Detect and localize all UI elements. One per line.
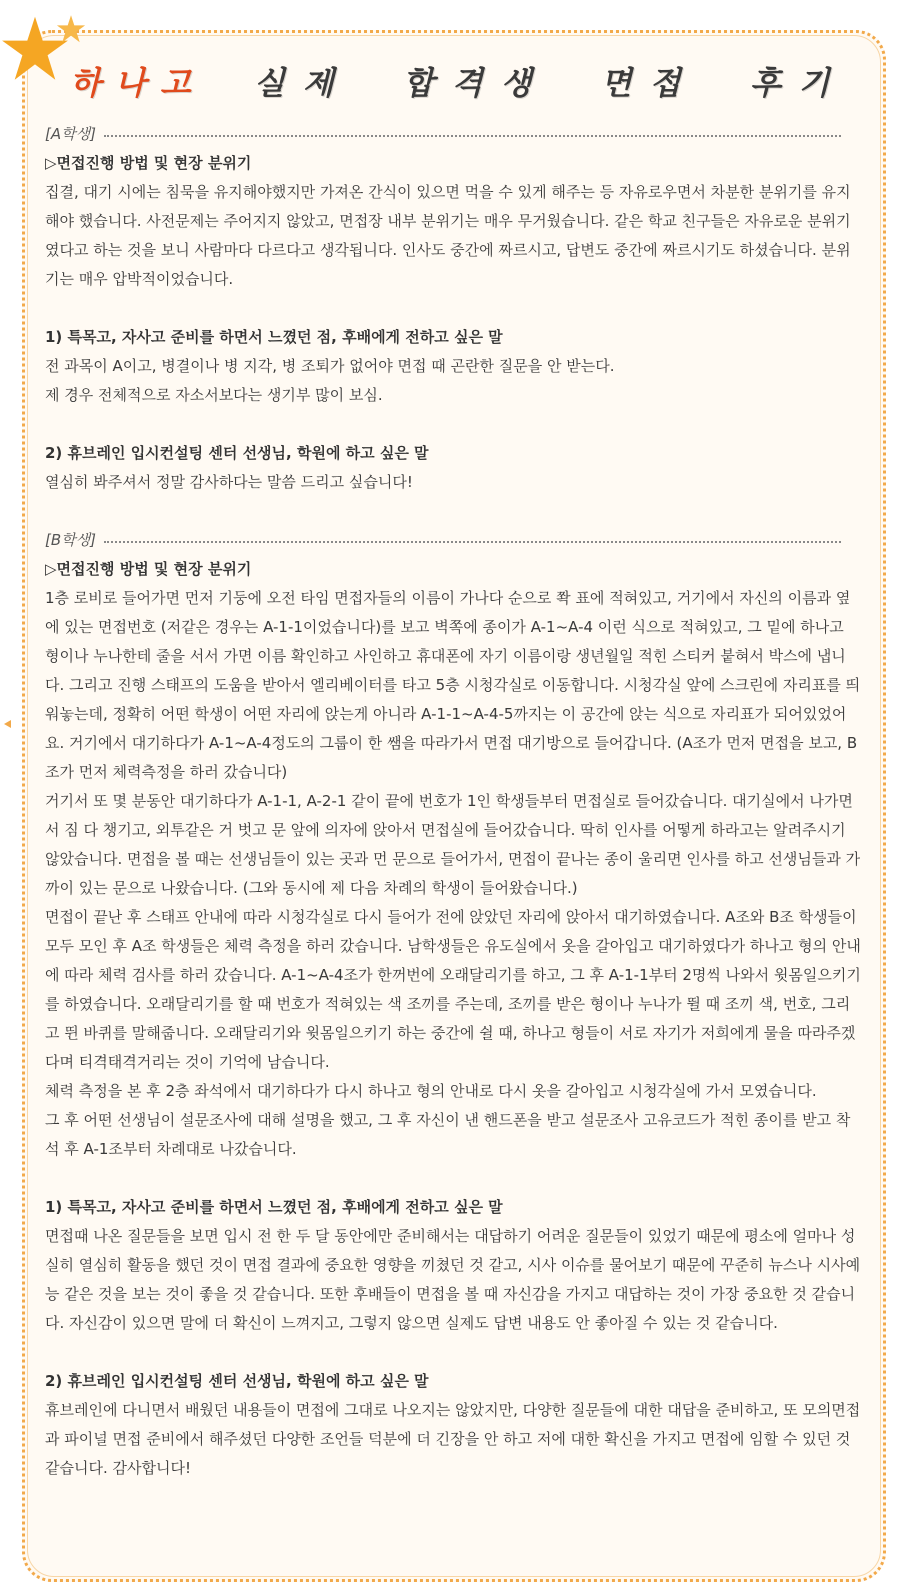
section-heading: 2) 휴브레인 입시컨설팅 센터 선생님, 학원에 하고 싶은 말 (45, 444, 429, 462)
section-heading: ▷면접진행 방법 및 현장 분위기 (45, 154, 252, 172)
dotted-divider (104, 135, 841, 137)
review-content (45, 120, 861, 1483)
page-title (70, 58, 848, 104)
small-star-icon (56, 14, 86, 44)
paragraph: 열심히 봐주셔서 정말 감사하다는 말씀 드리고 싶습니다! (45, 473, 413, 491)
paragraph: 1층 로비로 들어가면 먼저 기둥에 오전 타임 면접자들의 이름이 가나다 순으로 쫙 표에 적혀있고, 거기에서 자신의 이름과 옆에 있는 면접번호 (저같은 경우는 A-1-1이었습니다)를 보고 벽쪽에 종이가 A-1~A-4 이런 식으로 적혀있고, 그 밑에 하나고 형이나 누나한테 줄을 서서 가면 이름 확인하고 사인하고 휴대폰에 자기 이름이랑 생년월일 적힌 스티커 붙혀서 박스에 냅니다. 그리고 진행 스태프의 도움을 받아서 엘리베이터를 타고 5층 시청각실로 이동합니다. 시청각실 앞에 스크린에 자리표를 띄워놓는데, 정확히 어떤 학생이 어떤 자리에 앉는게 아니라 A-1-1~A-4-5까지는 이 공간에 앉는 식으로 자리표가 되어있었어요. 거기에서 대기하다가 A-1~A-4정도의 그룹이 한 쌤을 따라가서 면접 대기방으로 들어갑니다. (A조가 먼저 면접을 보고, B조가 먼저 체력측정을 하러 갔습니다) (45, 589, 861, 781)
student-tag-label: [B학생] (45, 531, 96, 549)
paragraph: 제 경우 전체적으로 자소서보다는 생기부 많이 보심. (45, 386, 383, 404)
paragraph: 면접이 끝난 후 스태프 안내에 따라 시청각실로 다시 들어가 전에 앉았던 자리에 앉아서 대기하였습니다. A조와 B조 학생들이 모두 모인 후 A조 학생들은 체력 측정을 하러 갔습니다. 남학생들은 유도실에서 옷을 갈아입고 대기하였다가 하나고 형의 안내에 따라 체력 검사를 하러 갔습니다. A-1~A-4조가 한꺼번에 오래달리기를 하고, 그 후 A-1-1부터 2명씩 나와서 윗몸일으키기를 하였습니다. 오래달리기를 할 때 번호가 적혀있는 색 조끼를 주는데, 조끼를 받은 형이나 누나가 뛸 때 조끼 색, 번호, 그리고 뛴 바퀴를 말해줍니다. 오래달리기와 윗몸일으키기 하는 중간에 쉴 때, 하나고 형들이 서로 자기가 저희에게 물을 따라주겠다며 티격태격거리는 것이 기억에 남습니다. (45, 908, 861, 1071)
student-b-tag (45, 526, 861, 555)
side-arrow-mark (4, 720, 11, 728)
paragraph: 전 과목이 A이고, 병결이나 병 지각, 병 조퇴가 없어야 면접 때 곤란한 질문을 안 받는다. (45, 357, 615, 375)
paragraph: 집결, 대기 시에는 침묵을 유지해야했지만 가져온 간식이 있으면 먹을 수 있게 해주는 등 자유로우면서 차분한 분위기를 유지해야 했습니다. 사전문제는 주어지지 않았고, 면접장 내부 분위기는 매우 무거웠습니다. 같은 학교 친구들은 자유로운 분위기였다고 하는 것을 보니 사람마다 다르다고 생각됩니다. 인사도 중간에 짜르시고, 답변도 중간에 짜르시기도 하셨습니다. 분위기는 매우 압박적이었습니다. (45, 183, 851, 288)
section-heading: 1) 특목고, 자사고 준비를 하면서 느꼈던 점, 후배에게 전하고 싶은 말 (45, 328, 503, 346)
paragraph: 휴브레인에 다니면서 배웠던 내용들이 면접에 그대로 나오지는 않았지만, 다양한 질문들에 대한 대답을 준비하고, 또 모의면접과 파이널 면접 준비에서 해주셨던 다양한 조언들 덕분에 더 긴장을 안 하고 저에 대한 확신을 가지고 면접에 임할 수 있던 것 같습니다. 감사합니다! (45, 1401, 861, 1477)
student-tag-label: [A학생] (45, 125, 96, 143)
title-rest: 실제 합격생 면접 후기 (253, 64, 848, 102)
title-brand: 하나고 (70, 64, 205, 102)
paragraph: 체력 측정을 본 후 2층 좌석에서 대기하다가 다시 하나고 형의 안내로 다시 옷을 갈아입고 시청각실에 가서 모였습니다. (45, 1082, 817, 1100)
dotted-divider (104, 541, 841, 543)
section-heading: ▷면접진행 방법 및 현장 분위기 (45, 560, 252, 578)
paragraph: 그 후 어떤 선생님이 설문조사에 대해 설명을 했고, 그 후 자신이 낸 핸드폰을 받고 설문조사 고유코드가 적힌 종이를 받고 착석 후 A-1조부터 차례대로 나갔습니다. (45, 1111, 851, 1158)
paragraph: 거기서 또 몇 분동안 대기하다가 A-1-1, A-2-1 같이 끝에 번호가 1인 학생들부터 면접실로 들어갔습니다. 대기실에서 나가면서 짐 다 챙기고, 외투같은 거 벗고 문 앞에 의자에 앉아서 면접실에 들어갔습니다. 딱히 인사를 어떻게 하라고는 알려주시기 않았습니다. 면접을 볼 때는 선생님들이 있는 곳과 먼 문으로 들어가서, 면접이 끝나는 종이 울리면 인사를 하고 선생님들과 가까이 있는 문으로 나왔습니다. (그와 동시에 제 다음 차례의 학생이 들어왔습니다.) (45, 792, 861, 897)
section-heading: 2) 휴브레인 입시컨설팅 센터 선생님, 학원에 하고 싶은 말 (45, 1372, 429, 1390)
section-heading: 1) 특목고, 자사고 준비를 하면서 느꼈던 점, 후배에게 전하고 싶은 말 (45, 1198, 503, 1216)
student-a-tag (45, 120, 861, 149)
paragraph: 면접때 나온 질문들을 보면 입시 전 한 두 달 동안에만 준비해서는 대답하기 어려운 질문들이 있었기 때문에 평소에 얼마나 성실히 열심히 활동을 했던 것이 면접 결과에 중요한 영향을 끼쳤던 것 같고, 시사 이슈를 물어보기 때문에 꾸준히 뉴스나 시사예능 같은 것을 보는 것이 좋을 것 같습니다. 또한 후배들이 면접을 볼 때 자신감을 가지고 대답하는 것이 가장 중요한 것 같습니다. 자신감이 있으면 말에 더 확신이 느껴지고, 그렇지 않으면 실제도 답변 내용도 안 좋아질 수 있는 것 같습니다. (45, 1227, 861, 1332)
